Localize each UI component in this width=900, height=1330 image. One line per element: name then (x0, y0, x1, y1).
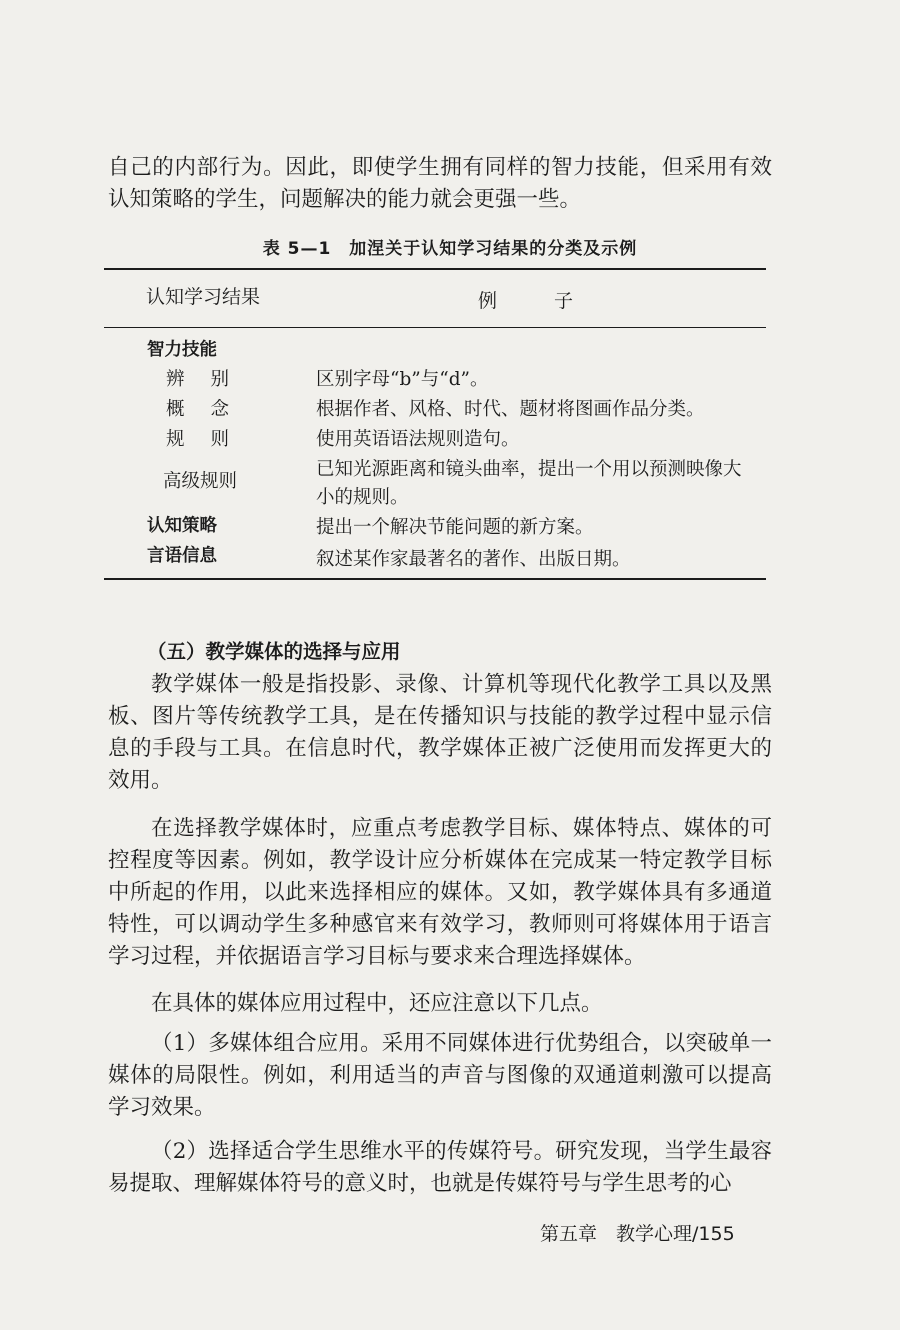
paragraph-point-2: （2）选择适合学生思维水平的传媒符号。研究发现，当学生最容易提取、理解媒体符号的意义时，也就是传媒符号与学生思考的心 (108, 1139, 772, 1196)
table-header-rule (104, 327, 766, 328)
example-verbal-information: 叙述某作家最著名的著作、出版日期。 (316, 549, 631, 570)
example-cognitive-strategy: 提出一个解决节能问题的新方案。 (316, 517, 594, 538)
table-top-rule (104, 268, 766, 270)
category-intellectual-skills: 智力技能 (147, 340, 217, 360)
table-header-result: 认知学习结果 (146, 286, 261, 308)
intro-paragraph: 自己的内部行为。因此，即使学生拥有同样的智力技能，但采用有效认知策略的学生，问题解决的能力就会更强一些。 (108, 155, 772, 212)
page-footer (540, 1219, 735, 1246)
footer-chapter: 第五章 教学心理 (540, 1223, 693, 1245)
subcategory-rule: 规则 (166, 429, 256, 450)
subcategory-higher-rule: 高级规则 (163, 471, 238, 492)
example-concept: 根据作者、风格、时代、题材将图画作品分类。 (316, 399, 705, 420)
example-higher-rule: 已知光源距离和镜头曲率，提出一个用以预测映像大小的规则。 (316, 459, 742, 508)
page-number: /155 (692, 1223, 735, 1245)
example-discrimination: 区别字母“b”与“d”。 (316, 369, 489, 390)
category-cognitive-strategy: 认知策略 (147, 516, 217, 536)
table-header-example: 例 子 (478, 290, 574, 312)
section-heading: （五）教学媒体的选择与应用 (147, 640, 401, 663)
category-verbal-information: 言语信息 (147, 546, 217, 566)
paragraph-media-definition: 教学媒体一般是指投影、录像、计算机等现代化教学工具以及黑板、图片等传统教学工具，是在传播知识与技能的教学过程中显示信息的手段与工具。在信息时代，教学媒体正被广泛使用而发挥更大的效用。 (108, 672, 772, 793)
subcategory-concept: 概念 (166, 399, 256, 420)
paragraph-point-1: （1）多媒体组合应用。采用不同媒体进行优势组合，以突破单一媒体的局限性。例如，利用适当的声音与图像的双通道刺激可以提高学习效果。 (108, 1031, 772, 1120)
paragraph-media-selection: 在选择教学媒体时，应重点考虑教学目标、媒体特点、媒体的可控程度等因素。例如，教学设计应分析媒体在完成某一特定教学目标中所起的作用，以此来选择相应的媒体。又如，教学媒体具有多通道特性，可以调动学生多种感官来有效学习，教师则可将媒体用于语言学习过程，并依据语言学习目标与要求来合理选择媒体。 (108, 816, 772, 969)
paragraph-application-points: 在具体的媒体应用过程中，还应注意以下几点。 (151, 991, 603, 1016)
example-rule: 使用英语语法规则造句。 (316, 429, 520, 450)
table-caption: 表 5—1 加涅关于认知学习结果的分类及示例 (262, 239, 638, 259)
subcategory-discrimination: 辨别 (166, 369, 256, 390)
table-bottom-rule (104, 578, 766, 580)
